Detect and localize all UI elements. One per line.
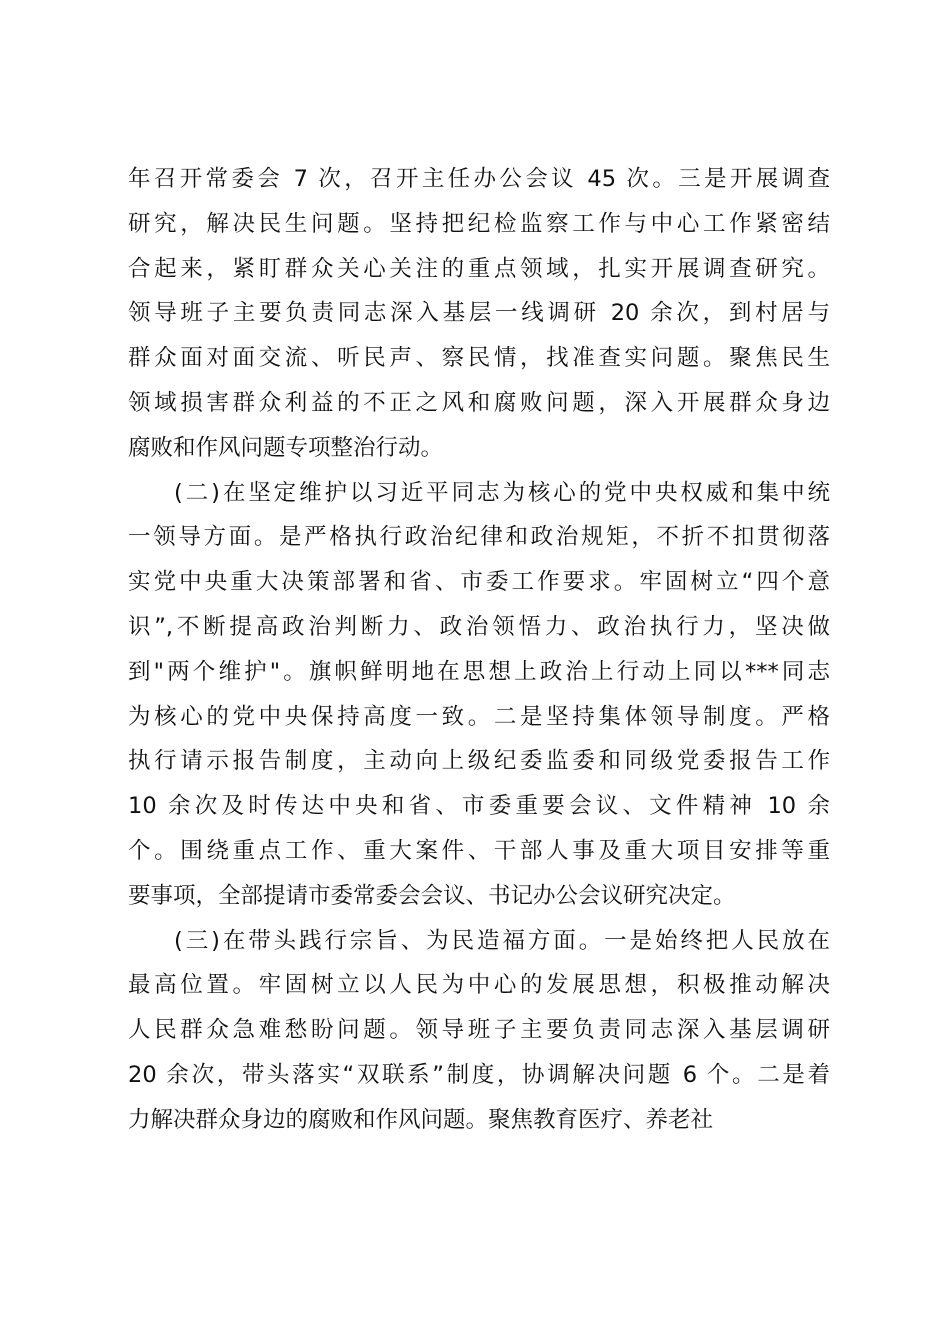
text-line: 一领导方面。是严格执行政治纪律和政治规矩，不折不扣贯彻落 [128,524,830,551]
body-text [128,157,830,1143]
text-line: 力解决群众身边的腐败和作风问题。聚焦教育医疗、养老社 [128,1106,714,1133]
text-line: 识”,不断提高政治判断力、政治领悟力、政治执行力，坚决做 [128,613,830,640]
text-line: 年召开常委会 7 次，召开主任办公会议 45 次。三是开展调查 [128,166,830,192]
text-line: 20 余次，带头落实“双联系”制度，协调解决问题 6 个。二是着 [128,1061,830,1088]
text-line: 要事项，全部提请市委常委会会议、书记办公会议研究决定。 [128,882,736,909]
text-line: 人民群众急难愁盼问题。领导班子主要负责同志深入基层调研 [128,1017,830,1044]
text-line: 10 余次及时传达中央和省、市委重要会议、文件精神 10 余 [128,793,830,820]
text-line: 到"两个维护"。旗帜鲜明地在思想上政治上行动上同以***同志 [128,658,830,685]
text-line: 群众面对面交流、听民声、察民情，找准查实问题。聚焦民生 [128,345,830,372]
text-line: 为核心的党中央保持高度一致。二是坚持集体领导制度。严格 [128,703,830,730]
text-line: 领导班子主要负责同志深入基层一线调研 20 余次，到村居与 [128,300,830,327]
text-line: 领域损害群众利益的不正之风和腐败问题，深入开展群众身边 [128,389,830,416]
text-line: 个。围绕重点工作、重大案件、干部人事及重大项目安排等重 [128,837,830,864]
text-line: 最高位置。牢固树立以人民为中心的发展思想，积极推动解决 [128,972,830,999]
text-line: 执行请示报告制度，主动向上级纪委监委和同级党委报告工作 [128,748,830,775]
text-line: 腐败和作风问题专项整治行动。 [128,434,444,461]
section-heading-line: (三)在带头践行宗旨、为民造福方面。一是始终把人民放在 [174,927,830,954]
text-line: 合起来，紧盯群众关心关注的重点领域，扎实开展调查研究。 [128,255,830,282]
section-heading-line: (二)在坚定维护以习近平同志为核心的党中央权威和集中统 [174,479,830,506]
text-line: 实党中央重大决策部署和省、市委工作要求。牢固树立“四个意 [128,569,830,596]
text-line: 研究，解决民生问题。坚持把纪检监察工作与中心工作紧密结 [128,210,830,237]
